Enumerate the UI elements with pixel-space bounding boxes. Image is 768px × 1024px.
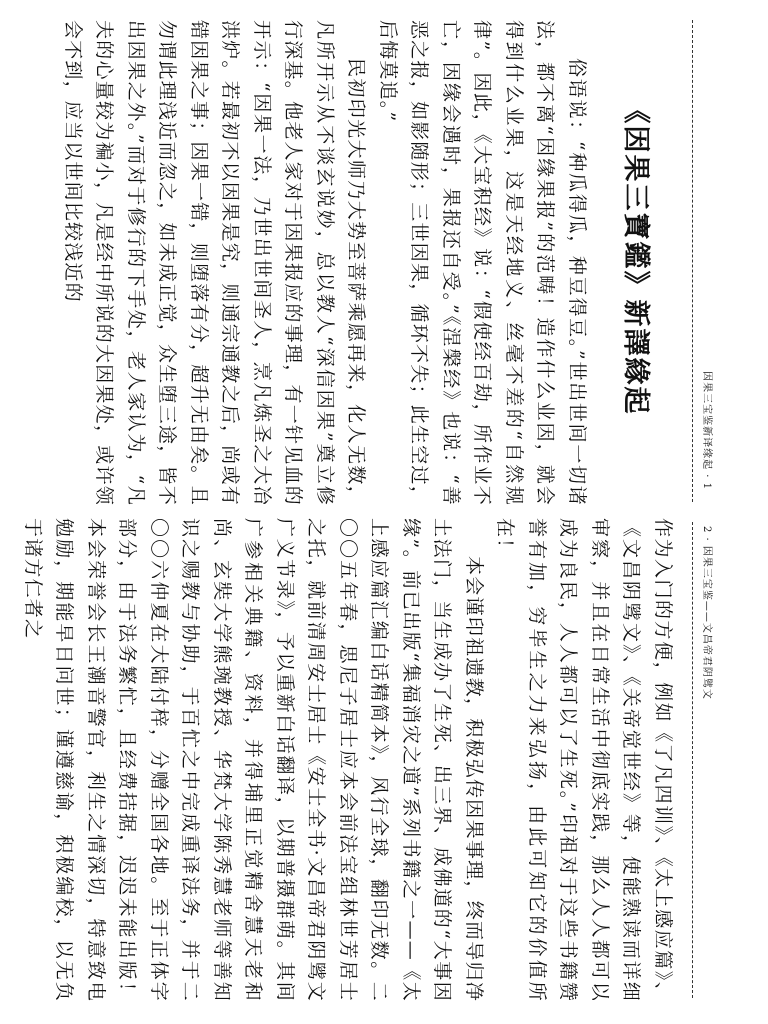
header-rule-right	[692, 522, 693, 998]
paragraph: 作为入门的方便，例如《了凡四训》、《太上感应篇》、《文昌阴骘文》、《关帝觉世经》等，使能熟读而详细审察，并且在日常生活中彻底实践，那么人人都可以成为良民，人人都可以了生死。”印祖对于这些书籍赞誉有加，穷毕生之力来弘扬，由此可知它的价值所在！	[494, 518, 674, 1002]
chapter-title: 《因果三寶鑑》新譯緣起	[620, 96, 651, 416]
paragraph: 本会谨印祖遗教，积极弘传因果事理，终而导归净土法门，当生成办了生死、出三界、成佛道的“大事因缘”。前已出版“集福消灾之道”系列书籍之一——《太上感应篇汇编白话精简本》，风行全球，翻印无数。二〇〇五年春，思尼子居士应本会前法宝组林世芳居士之托，就前清周安士居士《安士全书·文昌帝君阴骘文广义节录》，予以重新白话翻译，以期普摄群萌。其间广参相关典籍、资料，并得埔里正觉精舍慧天老和尚、玄奘大学熊琬教授、华梵大学陈秀慧老师等善知识之赐教与协助，于百忙之中完成重译法务，并于二〇〇六仲夏在大陆付梓，分赠全国各地。至于正体字部分，由于法务繁忙，且经费拮据，迟迟未能出版！本会荣誉会长王潮音警官，利生之情深切，特意致电勉励，期能早日问世；谨遵慈谕，积极编校，以无负于诸方仁者之	[22, 518, 485, 1002]
paragraph: 民初印光大师乃大势至菩萨乘愿再来，化人无数，凡所开示从不谈玄说妙，总以教人“深信因果”奠立修行深基。他老人家对于因果报应的事理，有一针见血的开示：“因果一法，乃世出世间圣人，烹凡炼圣之大冶洪炉。若最初不以因果是究，则通宗通教之后，尚或有错因果之事；因果一错，则堕落有分，超升无由矣。且勿谓此理浅近而忽之，如未成正觉，众生堕三途，皆不出因果之外。”而对于修行的下手处，老人家认为，“凡夫的心量较为褊小，凡是经中所说的大因果处，或许领会不到，应当以世间比较浅近的	[62, 20, 368, 506]
paragraph: 俗语说：“种瓜得瓜，种豆得豆。”世出世间一切诸法，都不离“因缘果报”的范畴！造作什么业因，就会得到什么业果，这是天经地义、丝毫不差的“自然规律”。因此，《大宝积经》说：“假使经百劫，所作业不亡，因缘会遇时，果报还自受。”《涅槃经》也说：“善恶之报，如影随形；三世因果，循环不失；此生空过，后悔莫追。”	[377, 20, 588, 506]
running-head-left: 因果三宝鉴新译缘起 · 1	[701, 371, 712, 490]
header-rule-left	[692, 20, 693, 502]
body-text-right	[17, 518, 679, 1002]
running-head-right: 2 · 因果三宝鉴——文昌帝君阴骘文	[701, 526, 712, 700]
body-text-left	[57, 20, 593, 506]
right-page	[0, 512, 768, 1024]
